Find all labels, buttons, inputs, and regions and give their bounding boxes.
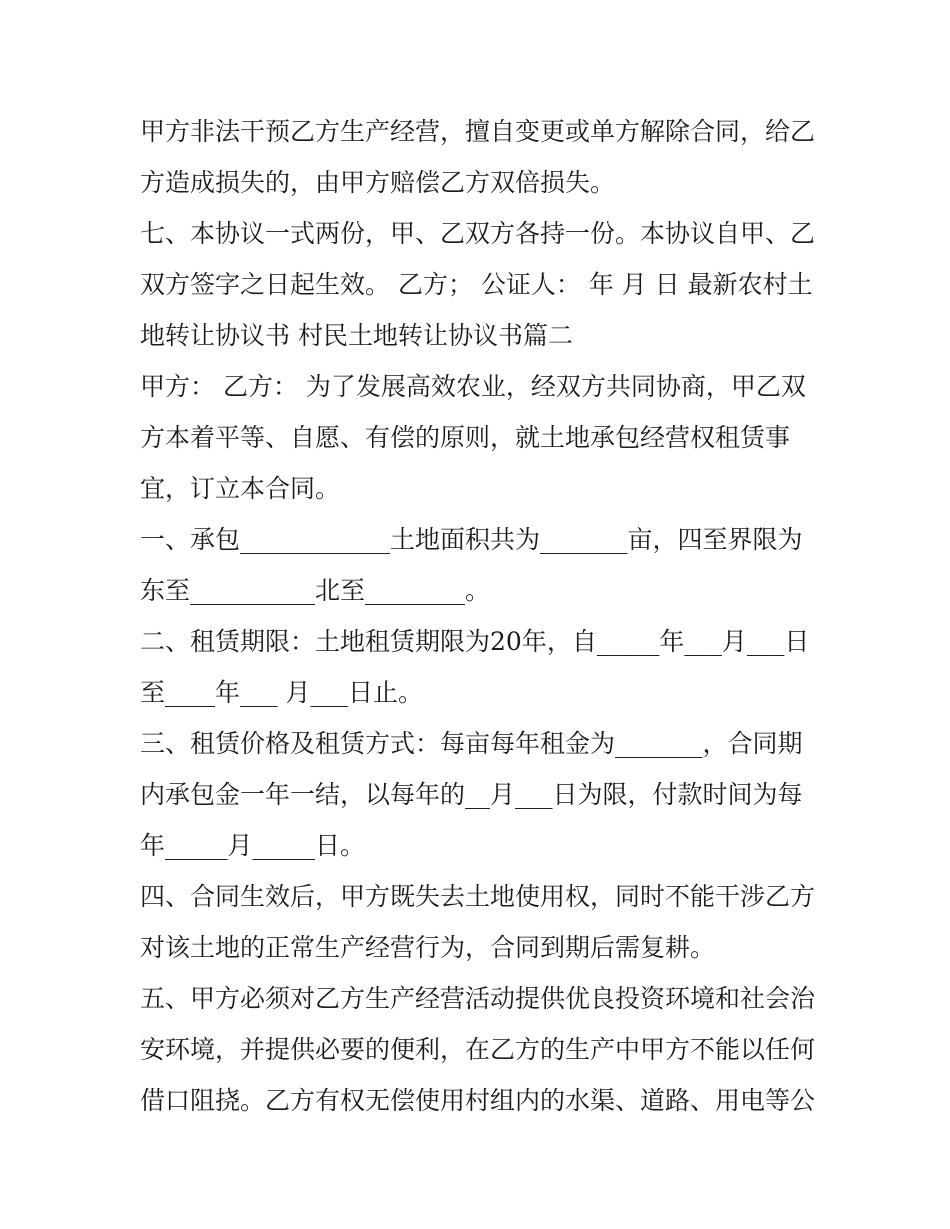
text-line: 借口阻挠。乙方有权无偿使用村组内的水渠、道路、用电等公 [140, 1086, 816, 1115]
text-line: 甲方： 乙方： 为了发展高效农业，经双方共同协商，甲乙双 [140, 372, 806, 401]
text-line: 甲方非法干预乙方生产经营，擅自变更或单方解除合同，给乙 [140, 117, 816, 146]
document-body [140, 106, 820, 1126]
text-line: 七、本协议一式两份，甲、乙双方各持一份。本协议自甲、乙 [140, 219, 816, 248]
text-line: 地转让协议书 村民土地转让协议书篇二 [140, 321, 573, 350]
text-line: 方本着平等、自愿、有偿的原则，就土地承包经营权租赁事 [140, 423, 791, 452]
text-line: 安环境，并提供必要的便利，在乙方的生产中甲方不能以任何 [140, 1035, 816, 1064]
text-line: 方造成损失的，由甲方赔偿乙方双倍损失。 [140, 168, 616, 197]
text-line: 四、合同生效后，甲方既失去土地使用权，同时不能干涉乙方 [140, 882, 816, 911]
text-line: 年_____月_____日。 [140, 831, 366, 860]
text-line: 三、租赁价格及租赁方式：每亩每年租金为_______，合同期 [140, 729, 803, 758]
text-line: 五、甲方必须对乙方生产经营活动提供优良投资环境和社会治 [140, 984, 816, 1013]
text-line: 至____年___ 月___日止。 [140, 678, 423, 707]
text-line: 一、承包____________土地面积共为_______亩，四至界限为 [140, 525, 803, 554]
text-line: 对该土地的正常生产经营行为，合同到期后需复耕。 [140, 933, 716, 962]
text-line: 双方签字之日起生效。 乙方； 公证人： 年 月 日 最新农村土 [140, 270, 813, 299]
text-line: 东至__________北至________。 [140, 576, 491, 605]
text-line: 宜，订立本合同。 [140, 474, 341, 503]
text-line: 内承包金一年一结，以每年的__月___日为限，付款时间为每 [140, 780, 803, 809]
text-line: 二、租赁期限：土地租赁期限为20年，自_____年___月___日 [140, 627, 810, 656]
